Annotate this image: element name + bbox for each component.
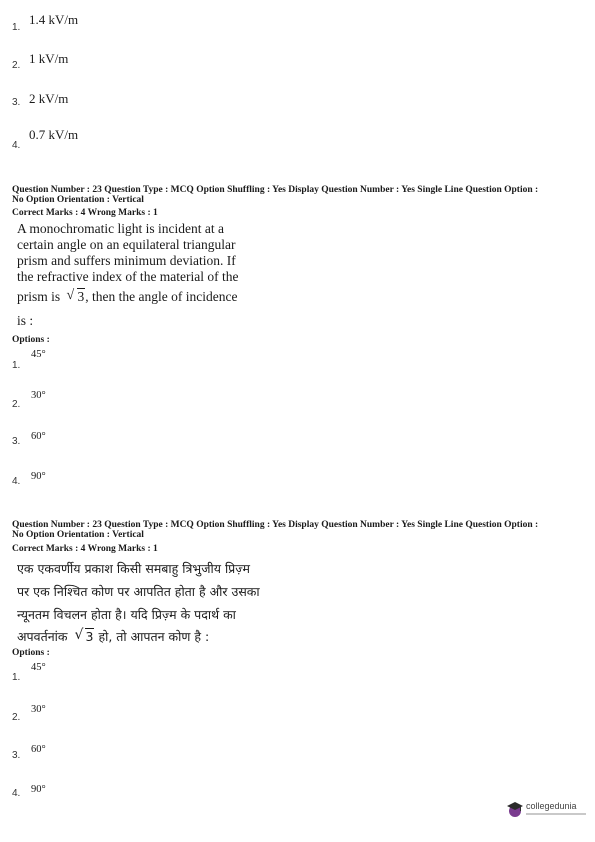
question-line: पर एक निश्चित कोण पर आपतित होता है और उसका — [17, 584, 260, 599]
option-text: 90° — [31, 784, 46, 795]
question-line: prism and suffers minimum deviation. If — [17, 253, 236, 268]
option-number: 4. — [12, 140, 21, 151]
question-line: A monochromatic light is incident at a — [17, 221, 224, 236]
sqrt-symbol: √ 3 — [74, 627, 94, 644]
option-text: 1 kV/m — [29, 51, 69, 66]
question-line-with-sqrt — [17, 625, 209, 648]
question-text-fragment: prism is — [17, 289, 61, 304]
marks-info: Correct Marks : 4 Wrong Marks : 1 — [12, 208, 158, 218]
question-text-fragment: अपवर्तनांक — [17, 629, 68, 644]
question-meta-line: Question Number : 23 Question Type : MCQ Option Shuffling : Yes Display Question Number : Yes Single Line Question Option : — [12, 185, 539, 195]
marks-info: Correct Marks : 4 Wrong Marks : 1 — [12, 544, 158, 554]
option-number: 2. — [12, 399, 21, 410]
question-line: the refractive index of the material of the — [17, 269, 239, 284]
option-text: 30° — [31, 704, 46, 715]
question-meta-line: No Option Orientation : Vertical — [12, 530, 144, 540]
question-line: न्यूनतम विचलन होता है। यदि प्रिज़्म के पदार्थ का — [17, 607, 236, 622]
question-text — [17, 557, 287, 626]
question-text-fragment: , then the angle of incidence — [85, 289, 238, 304]
question-line: is : — [17, 313, 34, 328]
question-meta-line: No Option Orientation : Vertical — [12, 195, 144, 205]
sqrt-value: 3 — [77, 289, 85, 304]
option-text: 60° — [31, 744, 46, 755]
options-label: Options : — [12, 335, 50, 345]
option-text: 45° — [31, 662, 46, 673]
option-text: 60° — [31, 431, 46, 442]
option-number: 1. — [12, 360, 21, 371]
option-number: 4. — [12, 788, 21, 799]
option-text: 30° — [31, 390, 46, 401]
option-number: 4. — [12, 476, 21, 487]
question-text — [17, 221, 277, 285]
options-label: Options : — [12, 648, 50, 658]
question-line-with-sqrt — [17, 289, 237, 305]
question-line: certain angle on an equilateral triangular — [17, 237, 236, 252]
option-text: 1.4 kV/m — [29, 12, 79, 27]
collegedunia-logo — [506, 798, 590, 824]
option-text: 2 kV/m — [29, 91, 69, 106]
option-text: 45° — [31, 349, 46, 360]
question-text-fragment: हो, तो आपतन कोण है : — [98, 629, 210, 644]
option-text: 0.7 kV/m — [29, 127, 79, 142]
option-number: 1. — [12, 672, 21, 683]
option-number: 2. — [12, 60, 21, 71]
option-number: 3. — [12, 97, 21, 108]
question-meta-line: Question Number : 23 Question Type : MCQ Option Shuffling : Yes Display Question Number : Yes Single Line Question Option : — [12, 520, 539, 530]
option-number: 3. — [12, 750, 21, 761]
logo-text: collegedunia — [526, 801, 577, 811]
option-number: 3. — [12, 436, 21, 447]
option-number: 1. — [12, 22, 21, 33]
question-line: एक एकवर्णीय प्रकाश किसी समबाहु त्रिभुजीय प्रिज़्म — [17, 561, 250, 576]
logo-tagline-bar — [526, 813, 586, 815]
graduate-cap-icon — [506, 800, 524, 818]
sqrt-symbol: √ 3 — [66, 288, 85, 304]
option-number: 2. — [12, 712, 21, 723]
option-text: 90° — [31, 471, 46, 482]
sqrt-value: 3 — [85, 629, 94, 644]
